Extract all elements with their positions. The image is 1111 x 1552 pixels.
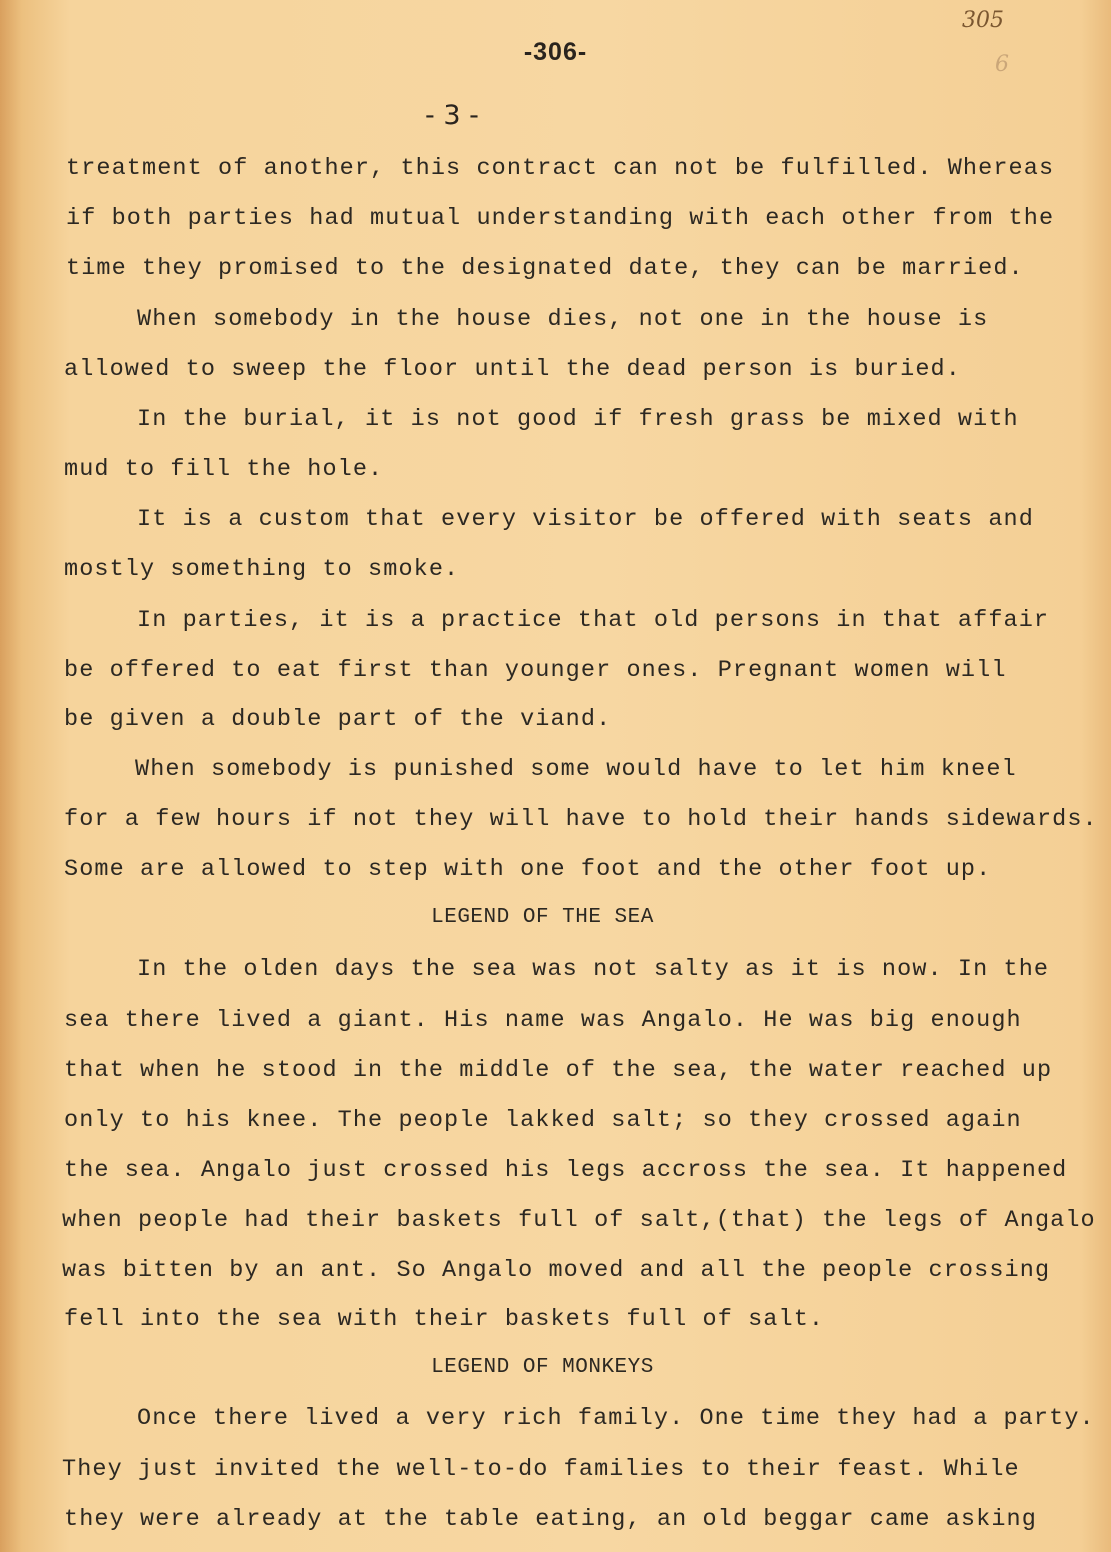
text-line: if both parties had mutual understanding with each other from the [66,205,1055,232]
handwritten-pencil-mark: 6 [995,52,1009,77]
text-line: the sea. Angalo just crossed his legs accross the sea. It happened [64,1157,1068,1184]
text-line: mud to fill the hole. [64,456,384,483]
text-line: only to his knee. The people lakked salt; so they crossed again [64,1107,1022,1134]
text-line: It is a custom that every visitor be offered with seats and [137,506,1034,533]
text-line: time they promised to the designated date, they can be married. [66,255,1024,282]
text-line: was bitten by an ant. So Angalo moved and all the people crossing [62,1257,1051,1284]
text-line: treatment of another, this contract can not be fulfilled. Whereas [66,155,1055,182]
page-number: -306- [523,38,588,66]
section-heading-legend-of-the-sea: LEGEND OF THE SEA [431,906,654,929]
text-line: When somebody is punished some would have to let him kneel [135,756,1017,783]
text-line: In parties, it is a practice that old persons in that affair [137,607,1050,634]
text-line: allowed to sweep the floor until the dead person is buried. [64,356,961,383]
text-line: Some are allowed to step with one foot and the other foot up. [64,856,992,883]
text-line: that when he stood in the middle of the sea, the water reached up [64,1057,1053,1084]
text-line: Once there lived a very rich family. One time they had a party. [137,1405,1095,1432]
text-line: mostly something to smoke. [64,556,460,583]
text-line: In the burial, it is not good if fresh grass be mixed with [137,406,1019,433]
text-line: be offered to eat first than younger ones. Pregnant women will [64,657,1007,684]
text-line: for a few hours if not they will have to hold their hands sidewards. [64,806,1098,833]
text-line: sea there lived a giant. His name was Angalo. He was big enough [64,1007,1022,1034]
text-line: when people had their baskets full of salt,(that) the legs of Angalo [62,1207,1096,1234]
text-line: fell into the sea with their baskets full of salt. [64,1306,825,1333]
text-line: be given a double part of the viand. [64,706,612,733]
section-heading-legend-of-monkeys: LEGEND OF MONKEYS [431,1356,654,1379]
text-line: When somebody in the house dies, not one in the house is [137,306,989,333]
handwritten-folio-number: 305 [962,8,1004,33]
text-line: They just invited the well-to-do families to their feast. While [62,1456,1020,1483]
sub-page-number: - 3 - [425,100,479,131]
text-line: In the olden days the sea was not salty as it is now. In the [137,956,1050,983]
text-line: they were already at the table eating, an old beggar came asking [64,1506,1037,1533]
